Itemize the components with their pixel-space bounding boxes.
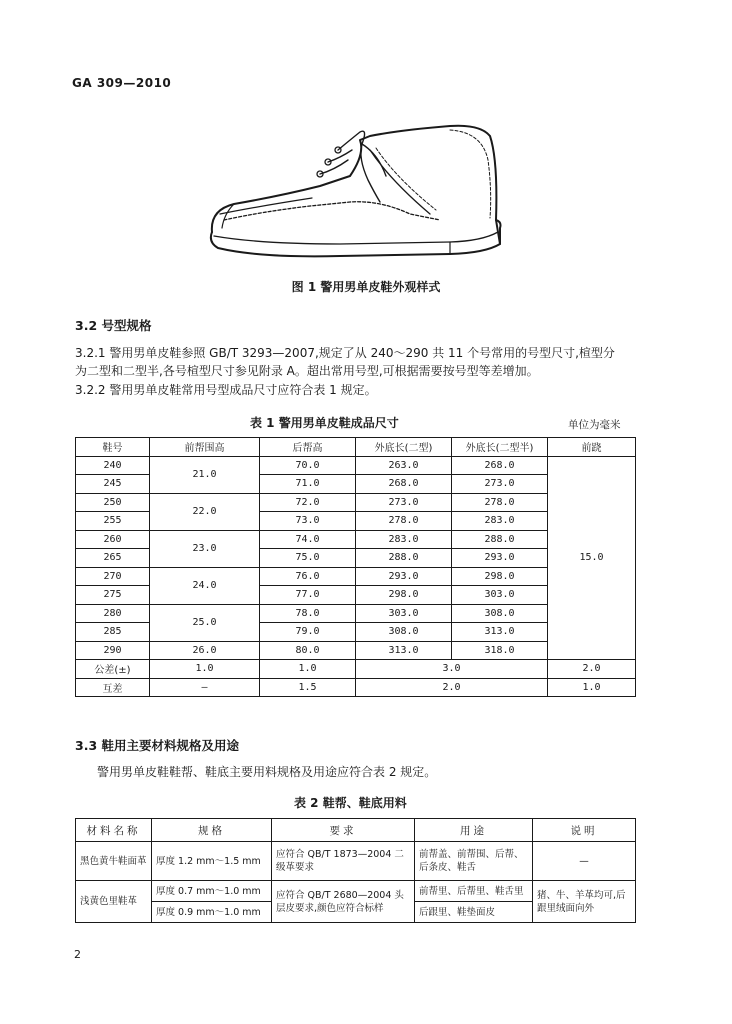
standard-code: GA 309—2010 xyxy=(72,76,172,90)
table2-header: 要求 xyxy=(272,819,415,842)
sole-type2-cell: 308.0 xyxy=(356,623,452,642)
sole-type25-cell: 293.0 xyxy=(452,549,548,568)
heel-height-cell: 70.0 xyxy=(260,456,356,475)
tolerance-heel: 1.0 xyxy=(260,660,356,679)
heel-height-cell: 71.0 xyxy=(260,475,356,494)
heel-height-cell: 75.0 xyxy=(260,549,356,568)
size-cell: 260 xyxy=(76,530,150,549)
heel-height-cell: 74.0 xyxy=(260,530,356,549)
material-name-cell: 黑色黄牛鞋面革 xyxy=(76,842,152,881)
heel-height-cell: 77.0 xyxy=(260,586,356,605)
heel-height-cell: 76.0 xyxy=(260,567,356,586)
table1-header: 前帮围高 xyxy=(150,438,260,457)
tolerance-sole: 3.0 xyxy=(356,660,548,679)
heel-height-cell: 78.0 xyxy=(260,604,356,623)
sole-type25-cell: 278.0 xyxy=(452,493,548,512)
sole-type2-cell: 313.0 xyxy=(356,641,452,660)
table2-header: 用途 xyxy=(415,819,533,842)
vamp-height-cell: 22.0 xyxy=(150,493,260,530)
vamp-height-cell: 25.0 xyxy=(150,604,260,641)
vamp-height-cell: 26.0 xyxy=(150,641,260,660)
table-row xyxy=(76,881,636,902)
sole-type2-cell: 263.0 xyxy=(356,456,452,475)
mutual-difference-vamp: — xyxy=(150,678,260,697)
spec-cell: 厚度 0.9 mm～1.0 mm xyxy=(152,902,272,923)
mutual-difference-label: 互差 xyxy=(76,678,150,697)
paragraph-3-2-1-line1: 3.2.1 警用男单皮鞋参照 GB/T 3293—2007,规定了从 240～290 共 11 个号常用的号型尺寸,楦型分 xyxy=(75,346,615,360)
heel-height-cell: 79.0 xyxy=(260,623,356,642)
shoe-upper xyxy=(212,126,497,232)
sole-type25-cell: 268.0 xyxy=(452,456,548,475)
size-cell: 240 xyxy=(76,456,150,475)
table1-header: 后帮高 xyxy=(260,438,356,457)
mens-leather-shoe-drawing xyxy=(200,110,510,265)
table2-header: 说明 xyxy=(533,819,636,842)
sole-type25-cell: 298.0 xyxy=(452,567,548,586)
sole-type2-cell: 268.0 xyxy=(356,475,452,494)
table2 xyxy=(75,818,636,923)
usage-cell: 前帮里、后帮里、鞋舌里 xyxy=(415,881,533,902)
sole-type25-cell: 318.0 xyxy=(452,641,548,660)
table1-header: 前跷 xyxy=(548,438,636,457)
table2-header: 规格 xyxy=(152,819,272,842)
vamp-height-cell: 23.0 xyxy=(150,530,260,567)
requirement-cell: 应符合 QB/T 2680—2004 头层皮要求,颜色应符合标样 xyxy=(272,881,415,923)
table1-header: 外底长(二型半) xyxy=(452,438,548,457)
figure-caption: 图 1 警用男单皮鞋外观样式 xyxy=(291,280,441,294)
paragraph-3-3: 警用男单皮鞋鞋帮、鞋底主要用料规格及用途应符合表 2 规定。 xyxy=(97,765,437,779)
page-number: 2 xyxy=(74,948,81,961)
vamp-height-cell: 24.0 xyxy=(150,567,260,604)
size-cell: 245 xyxy=(76,475,150,494)
section-3-2-heading: 3.2 号型规格 xyxy=(75,318,152,333)
tolerance-label: 公差(±) xyxy=(76,660,150,679)
paragraph-3-2-2: 3.2.2 警用男单皮鞋常用号型成品尺寸应符合表 1 规定。 xyxy=(75,383,377,397)
sole-type2-cell: 298.0 xyxy=(356,586,452,605)
size-cell: 290 xyxy=(76,641,150,660)
heel-height-cell: 73.0 xyxy=(260,512,356,531)
table1-unit: 单位为毫米 xyxy=(568,419,621,431)
material-name-cell: 浅黄色里鞋革 xyxy=(76,881,152,923)
size-cell: 285 xyxy=(76,623,150,642)
sole-type25-cell: 273.0 xyxy=(452,475,548,494)
tolerance-toe: 2.0 xyxy=(548,660,636,679)
table2-header-row xyxy=(76,819,636,842)
mutual-difference-row xyxy=(76,678,636,697)
requirement-cell: 应符合 QB/T 1873—2004 二级革要求 xyxy=(272,842,415,881)
table1-header-row xyxy=(76,438,636,457)
tolerance-row xyxy=(76,660,636,679)
spec-cell: 厚度 1.2 mm～1.5 mm xyxy=(152,842,272,881)
section-3-3-heading: 3.3 鞋用主要材料规格及用途 xyxy=(75,738,239,753)
sole-type25-cell: 303.0 xyxy=(452,586,548,605)
size-cell: 255 xyxy=(76,512,150,531)
vamp-height-cell: 21.0 xyxy=(150,456,260,493)
table1 xyxy=(75,437,636,697)
sole-type2-cell: 278.0 xyxy=(356,512,452,531)
toe-spring-cell: 15.0 xyxy=(548,456,636,660)
sole-type25-cell: 313.0 xyxy=(452,623,548,642)
mutual-difference-sole: 2.0 xyxy=(356,678,548,697)
table1-header: 外底长(二型) xyxy=(356,438,452,457)
table2-caption: 表 2 鞋帮、鞋底用料 xyxy=(294,796,407,810)
tolerance-vamp: 1.0 xyxy=(150,660,260,679)
sole-type2-cell: 288.0 xyxy=(356,549,452,568)
usage-cell: 后跟里、鞋垫面皮 xyxy=(415,902,533,923)
heel-height-cell: 80.0 xyxy=(260,641,356,660)
sole-type25-cell: 308.0 xyxy=(452,604,548,623)
size-cell: 275 xyxy=(76,586,150,605)
note-cell: 猪、牛、羊革均可,后跟里绒面向外 xyxy=(533,881,636,923)
size-cell: 250 xyxy=(76,493,150,512)
sole-type2-cell: 293.0 xyxy=(356,567,452,586)
shoe-laces xyxy=(338,131,380,202)
heel-height-cell: 72.0 xyxy=(260,493,356,512)
table1-header: 鞋号 xyxy=(76,438,150,457)
table-row xyxy=(76,842,636,881)
size-cell: 265 xyxy=(76,549,150,568)
sole-type25-cell: 283.0 xyxy=(452,512,548,531)
table-row xyxy=(76,456,636,475)
sole-type2-cell: 283.0 xyxy=(356,530,452,549)
note-cell: — xyxy=(533,842,636,881)
mutual-difference-toe: 1.0 xyxy=(548,678,636,697)
paragraph-3-2-1-line2: 为二型和二型半,各号楦型尺寸参见附录 A。超出常用号型,可根据需要按号型等差增加。 xyxy=(75,364,539,378)
sole-type2-cell: 273.0 xyxy=(356,493,452,512)
table2-header: 材料名称 xyxy=(76,819,152,842)
size-cell: 280 xyxy=(76,604,150,623)
table1-caption: 表 1 警用男单皮鞋成品尺寸 xyxy=(250,416,399,430)
sole-type2-cell: 303.0 xyxy=(356,604,452,623)
mutual-difference-heel: 1.5 xyxy=(260,678,356,697)
shoe-sole xyxy=(211,220,501,256)
sole-type25-cell: 288.0 xyxy=(452,530,548,549)
usage-cell: 前帮盖、前帮围、后帮、后条皮、鞋舌 xyxy=(415,842,533,881)
spec-cell: 厚度 0.7 mm～1.0 mm xyxy=(152,881,272,902)
size-cell: 270 xyxy=(76,567,150,586)
